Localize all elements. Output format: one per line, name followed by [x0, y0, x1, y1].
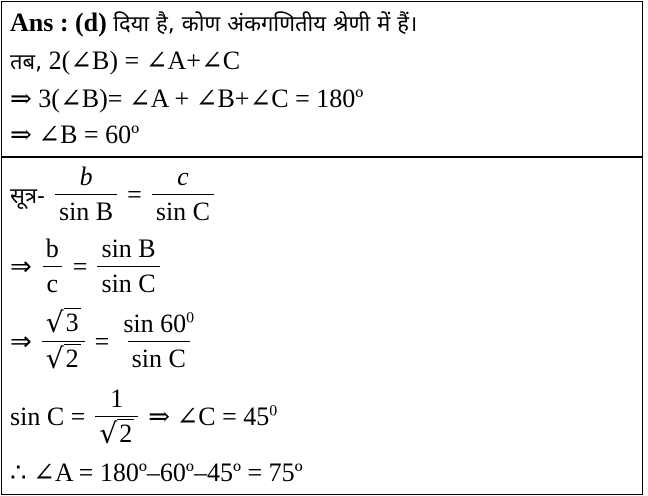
answer-box — [1, 1, 643, 157]
fraction-denominator: sin C — [128, 341, 190, 374]
equals-sign: = — [72, 251, 88, 281]
step-2-prefix: तब, — [10, 50, 43, 75]
fraction-denominator: sin B — [55, 194, 117, 227]
fraction-b-sinB — [55, 162, 117, 227]
equals-sign: = — [127, 179, 142, 209]
fraction-numerator: $\sin 60^0$ — [123, 309, 195, 338]
fraction-numerator: b — [79, 162, 93, 191]
given-text: दिया है, कोण अंकगणितीय श्रेणी में हैं। — [113, 12, 418, 37]
fraction-numerator: b — [45, 234, 59, 263]
fraction-sqrt3-sqrt2 — [42, 308, 85, 375]
fraction-b-c — [42, 234, 63, 299]
final-answer: ∴ ∠A = 180º–60º–45º = 75º — [10, 458, 303, 487]
fraction-denominator: sin C — [152, 194, 214, 227]
fraction-numerator — [42, 308, 85, 341]
step-2 — [10, 46, 240, 78]
fraction-denominator — [95, 416, 138, 450]
answer-header — [10, 8, 417, 40]
fraction-sin60-sinC — [119, 309, 198, 374]
fraction-1-sqrt2 — [95, 384, 138, 450]
sqrt-symbol: √ 2 — [45, 342, 79, 375]
implies-arrow: ⇒ — [10, 251, 32, 282]
sqrt-ratio-line — [10, 308, 202, 375]
fraction-sinB-sinC — [97, 234, 159, 299]
sinC-lhs: sin C = — [10, 402, 86, 431]
equals-sign: = — [94, 326, 110, 356]
ans-label: Ans : (d) — [10, 8, 107, 37]
fraction-numerator: sin B — [101, 234, 156, 263]
step-2-math: 2(∠B) = ∠A+∠C — [48, 46, 241, 75]
step-3: ⇒ 3(∠B)= ∠A + ∠B+∠C = 180º — [10, 84, 364, 113]
fraction-numerator: 1 — [110, 384, 124, 413]
solution-box — [1, 157, 643, 495]
implies-arrow: ⇒ — [10, 326, 32, 357]
fraction-denominator: sin C — [97, 266, 159, 299]
fraction-numerator: c — [177, 162, 189, 191]
sutra-label: सूत्र- — [10, 183, 45, 209]
fraction-denominator — [42, 341, 85, 375]
formula-line — [10, 162, 218, 227]
ratio-line — [10, 234, 164, 299]
fraction-denominator: c — [43, 266, 63, 299]
sqrt-symbol: √ 2 — [99, 417, 133, 450]
step-4: ⇒ ∠B = 60º — [10, 120, 140, 149]
sinC-line — [10, 384, 277, 450]
sqrt-symbol: √ 3 — [45, 306, 79, 339]
fraction-c-sinC — [152, 162, 214, 227]
angle-C-result: ⇒ ∠C = $45^0$ — [148, 402, 278, 431]
